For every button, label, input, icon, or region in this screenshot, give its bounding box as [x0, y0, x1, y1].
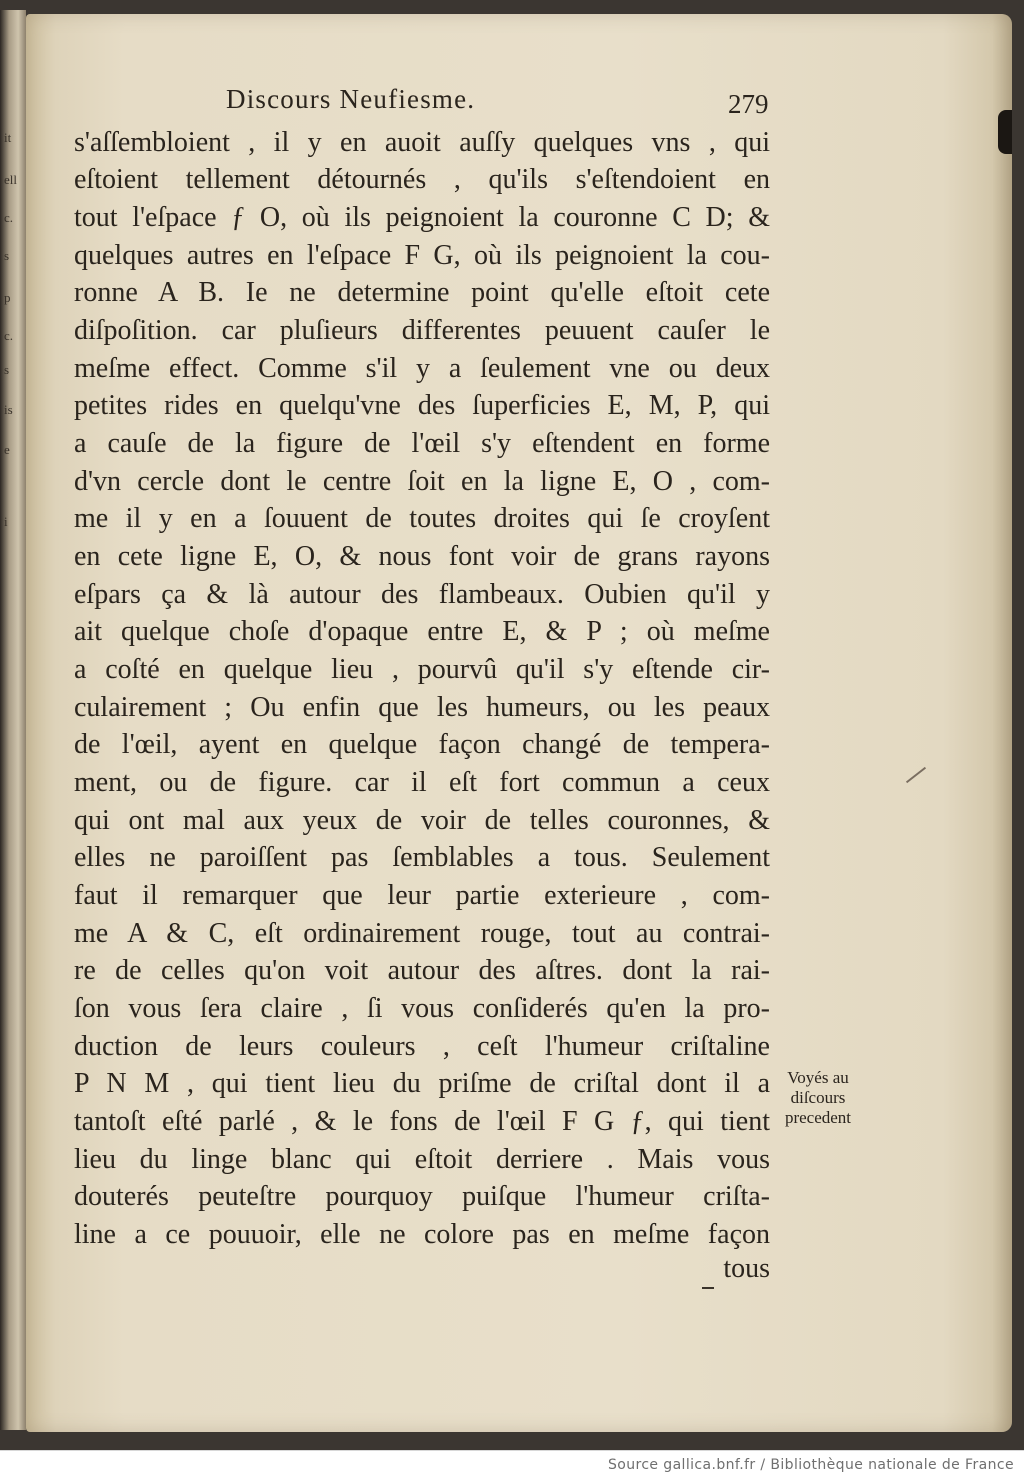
text-line: duction de leurs couleurs , ceſt l'humeur criſtaline [74, 1031, 770, 1062]
text-line: ronne A B. Ie ne determine point qu'elle eſtoit cete [74, 277, 770, 308]
text-line: diſpoſition. car pluſieurs differentes peuuent cauſer le [74, 315, 770, 346]
edge-fragment: c. [4, 328, 14, 343]
edge-fragment: i [4, 514, 8, 529]
text-line: line a ce pouuoir, elle ne colore pas en meſme façon [74, 1219, 770, 1250]
catchword: tous [723, 1253, 770, 1284]
text-line: eſpars ça & là autour des flambeaux. Oubien qu'il y [74, 579, 770, 610]
edge-fragment: ell [4, 172, 17, 187]
catchword-dash [702, 1287, 714, 1289]
text-line: eſtoient tellement détournés , qu'ils s'eſtendoient en [74, 164, 770, 195]
running-title: Discours Neufiesme. [226, 84, 476, 114]
text-line: quelques autres en l'eſpace F G, où ils peignoient la cou- [74, 240, 770, 271]
text-line: d'vn cercle dont le centre ſoit en la ligne E, O , com- [74, 466, 770, 497]
margin-note-line: diſcours [790, 1088, 846, 1107]
text-line: en cete ligne E, O, & nous font voir de grans rayons [74, 541, 770, 572]
page-number: 279 [728, 89, 769, 119]
text-line: petites rides en quelqu'vne des ſuperficies E, M, P, qui [74, 390, 770, 421]
text-line: faut il remarquer que leur partie exterieure , com- [74, 880, 770, 911]
page-clip-tab [998, 110, 1012, 154]
text-line: a coſté en quelque lieu , pourvû qu'il s'y eſtende cir- [74, 654, 770, 685]
text-line: s'aſſembloient , il y en auoit auſſy quelques vns , qui [74, 127, 770, 158]
edge-fragment: e [4, 442, 10, 457]
edge-fragment: it [4, 130, 12, 145]
previous-page-edge [0, 10, 26, 1430]
text-line: lieu du linge blanc qui eſtoit derriere . Mais vous [74, 1144, 770, 1175]
edge-fragment: c. [4, 210, 14, 225]
margin-note-line: Voyés au [787, 1068, 849, 1087]
edge-fragment: s [4, 248, 10, 263]
edge-fragment: s [4, 362, 10, 377]
text-line: P N M , qui tient lieu du priſme de criſtal dont il a [74, 1068, 770, 1099]
text-line: me il y en a ſouuent de toutes droites qui ſe croyſent [74, 503, 770, 534]
pencil-mark [906, 767, 926, 783]
text-line: tout l'eſpace ƒ O, où ils peignoient la couronne C D; & [74, 202, 770, 233]
text-line: ait quelque choſe d'opaque entre E, & P ; où meſme [74, 616, 770, 647]
text-line: de l'œil, ayent en quelque façon changé de tempera- [74, 729, 770, 760]
text-line: ſon vous ſera claire , ſi vous conſiderés qu'en la pro- [74, 993, 770, 1024]
text-line: elles ne paroiſſent pas ſemblables a tous. Seulement [74, 842, 770, 873]
margin-note [772, 1068, 864, 1128]
source-credit: Source gallica.bnf.fr / Bibliothèque nationale de France [607, 1457, 1014, 1473]
text-line: re de celles qu'on voit autour des aſtres. dont la rai- [74, 955, 770, 986]
text-line: culairement ; Ou enfin que les humeurs, ou les peaux [74, 692, 770, 723]
source-footer [0, 1450, 1024, 1482]
edge-fragment: is [4, 402, 13, 417]
text-line: me A & C, eſt ordinairement rouge, tout au contrai- [74, 918, 770, 949]
text-line: a cauſe de la figure de l'œil s'y eſtendent en forme [74, 428, 770, 459]
edge-fragment: p [4, 290, 11, 305]
text-line: meſme effect. Comme s'il y a ſeulement vne ou deux [74, 353, 770, 384]
text-line: tantoſt eſté parlé , & le fons de l'œil F G ƒ, qui tient [74, 1106, 770, 1137]
text-line: qui ont mal aux yeux de voir de telles couronnes, & [74, 805, 770, 836]
margin-note-line: precedent [784, 1108, 852, 1127]
text-line: douterés peuteſtre pourquoy puiſque l'humeur criſta- [74, 1181, 770, 1212]
text-line: ment, ou de figure. car il eſt fort commun a ceux [74, 767, 770, 798]
book-page [26, 14, 1012, 1432]
